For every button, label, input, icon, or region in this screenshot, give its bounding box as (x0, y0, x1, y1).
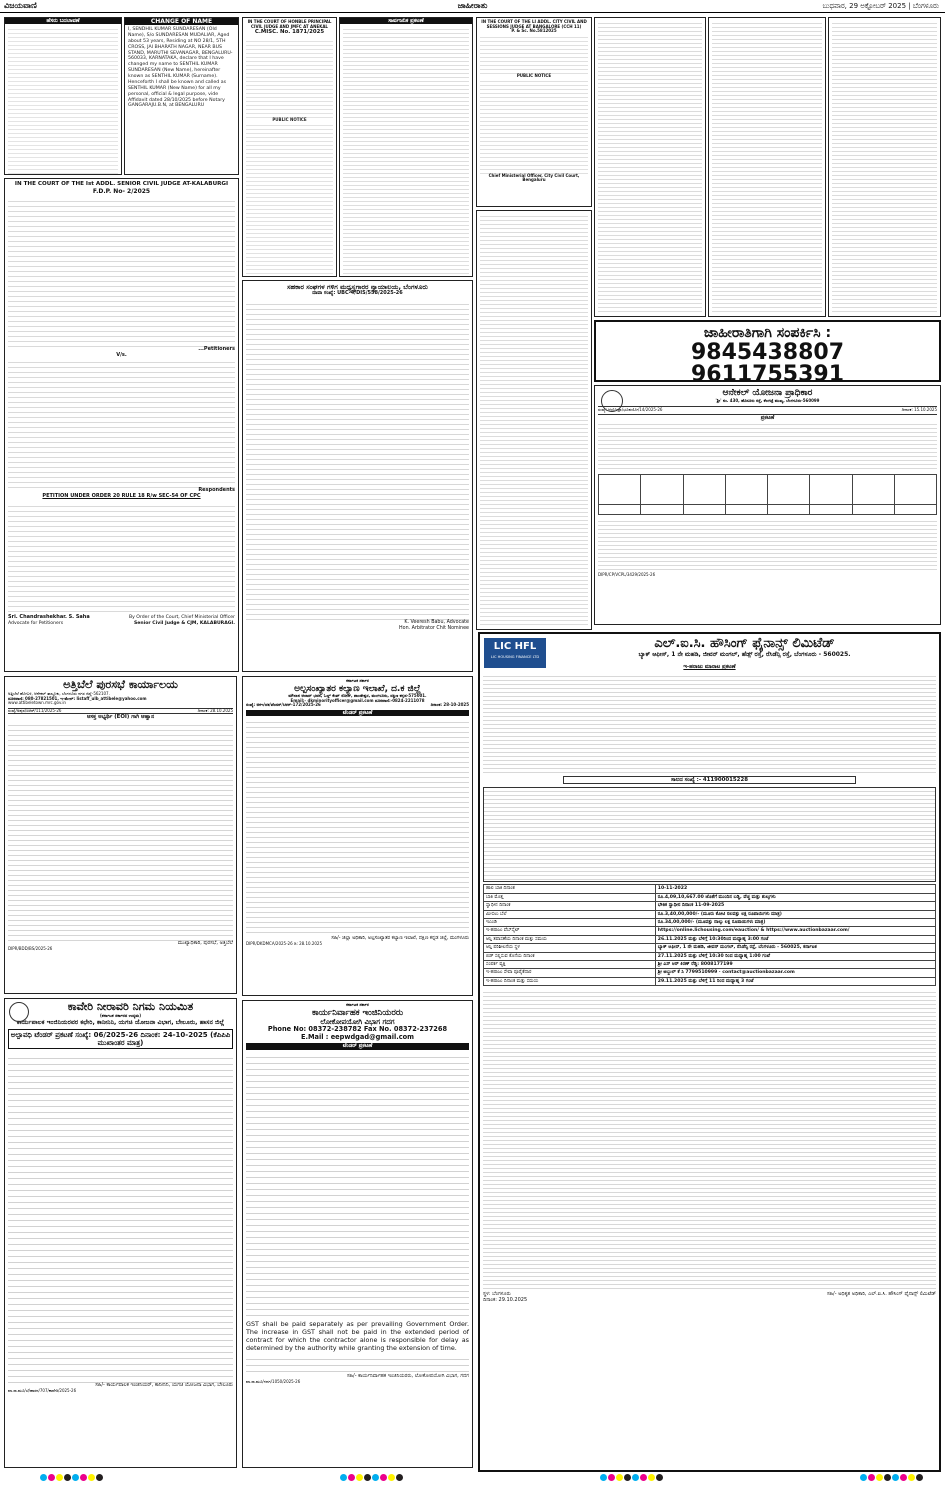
lic-row-label: ಹಾಲಿ ಬಾಕಿ ದಿನಾಂಕ (484, 885, 656, 893)
attibele-date: ದಿನಾಂಕ: 28.10.2025 (197, 707, 233, 713)
anekal-court-case: C.MISC. No. 1871/2025 (254, 29, 325, 36)
minority-govt: ಕರ್ನಾಟಕ ಸರ್ಕಾರ (346, 678, 369, 683)
ad-contact-title: ಜಾಹೀರಾತಿಗಾಗಿ ಸಂಪರ್ಕಿಸಿ : (703, 325, 832, 341)
attibele-footer: DIPR/BDD/BS/2025-26 (8, 945, 53, 951)
registration-dot (356, 1474, 363, 1481)
anekal-planning-notice-label: ಪ್ರಕಟಣೆ (760, 414, 775, 421)
pwd-phone: Phone No: 08372-238782 Fax No. 08372-237268 (267, 1024, 448, 1033)
registration-dot (64, 1474, 71, 1481)
kalaburagi-petition-under: PETITION UNDER ORDER 20 RULE 18 R/w SEC-54 OF CPC (42, 493, 201, 500)
minority-tender-label: ಟೆಂಡರ್ ಪ್ರಕಟಣೆ (246, 710, 469, 716)
lic-table-row (484, 902, 936, 910)
registration-dot (600, 1474, 607, 1481)
kaveri-footer: ವಾ.ಸಾ.ಮೂ/ಬೆ/ಹಾಸನ/707/ಕಾವೇರಿ/2025-26 (8, 1388, 77, 1394)
change-of-name-body: I, SENDHIL KUMAR SUNDARESAN (Old Name), S/o SUNDARESAN MUDALIAR, Aged about 53 years, Residing at NO 28/1, 5TH CROSS, JAI BHARATH NAGAR, NEAR BUS STAND, MARUTHI SEVANAGAR, BENGALURU-560033, KARNATAKA, declare that I have changed my name to SENTHIL KUMAR SUNDARESAN (New Name), hereinafter known as SENTHIL KUMAR (Surname). Henceforth I shall be known and called as SENTHIL KUMAR (New Name) for all my personal, official & legal purpose, vide Affidavit dated 28/10/2025 before Notary GANGARAJU.B.N, at BENGALURU (128, 27, 233, 109)
attibele-notice (4, 676, 237, 994)
chit-court-notice (242, 280, 473, 672)
pwd-tender-label: ಟೆಂಡರ್ ಪ್ರಕಟಣೆ (246, 1043, 469, 1049)
attibele-ref: ಸಂಖ್ಯೆ/ಅಪುಸ/ಸಿಆರ್/111/2025-26 (8, 707, 62, 713)
lic-hfl-auction-notice (478, 632, 941, 1472)
kalaburagi-court-case: F.D.P. No- 2/2025 (92, 187, 151, 195)
lic-row-value: ಭೌತಿಕ ಸ್ವಾಧೀನ ದಿನಾಂಕ 11-09-2025 (655, 902, 935, 910)
kalaburagi-vs: V/s. (116, 351, 127, 358)
registration-dot (876, 1474, 883, 1481)
lic-row-label: ಬಿಡ್ ಸಲ್ಲಿಸುವ ಕೊನೆಯ ದಿನಾಂಕ (484, 952, 656, 960)
lic-row-value: ರೂ.3,40,00,000/- (ಮೂರು ಕೋಟಿ ನಲವತ್ತು ಲಕ್ಷ ರೂಪಾಯಿಗಳು ಮಾತ್ರ) (655, 910, 935, 918)
lic-row-value: ರೂ.4,09,10,667.00 ಜೊತೆಗೆ ಮುಂದಿನ ಬಡ್ಡಿ, ವೆಚ್ಚ ಮತ್ತು ಶುಲ್ಕಗಳು (655, 893, 935, 901)
registration-dot (88, 1474, 95, 1481)
issue-date: ಬುಧವಾರ, 29 ಅಕ್ಟೋಬರ್ 2025 | ಬೆಂಗಳೂರು (822, 2, 939, 10)
kaveri-sub: (ಕರ್ನಾಟಕ ಸರ್ಕಾರದ ಉದ್ಯಮ) (99, 1012, 142, 1018)
city-court-case: P. & Sc. No.5812025 (511, 28, 557, 34)
color-registration-marks (860, 1474, 923, 1481)
name-change-kn-title: ಹೆಸರು ಬದಲಾವಣೆ (5, 18, 121, 24)
gadag-pwd-tender (242, 1000, 473, 1468)
registration-dot (56, 1474, 63, 1481)
registration-dot (868, 1474, 875, 1481)
anekal-planning-title: ಆನೇಕಲ್ ಯೋಜನಾ ಪ್ರಾಧಿಕಾರ (722, 388, 813, 398)
lic-row-label: ಬಾಕಿ ಮೊತ್ತ (484, 893, 656, 901)
change-of-name-title: CHANGE OF NAME (125, 18, 238, 25)
anekal-court-notice (242, 17, 337, 277)
attibele-phone: ದೂರವಾಣಿ: 080-27821501, ಇ-ಮೇಲ್: listaff_ulb_attibele@yahoo.com (8, 695, 147, 701)
registration-dot (96, 1474, 103, 1481)
registration-dot (892, 1474, 899, 1481)
kn-notice-col-a (594, 17, 706, 317)
masthead (0, 0, 945, 13)
lic-row-value: ರೂ.34,00,000/- (ಮೂವತ್ತು ನಾಲ್ಕು ಲಕ್ಷ ರೂಪಾಯಿಗಳು ಮಾತ್ರ) (655, 919, 935, 927)
lic-row-value: 27.11.2025 ಮತ್ತು ಬೆಳಿಗ್ಗೆ 10:30 ರಿಂದ ಮಧ್ಯಾಹ್ನ 1:00 ಗಂಟೆ (655, 952, 935, 960)
pwd-dept: ಲೋಕೋಪಯೋಗಿ ವಿಭಾಗ ಗದಗ (320, 1017, 395, 1026)
ad-contact-phone-1: 9845438807 (690, 339, 845, 365)
registration-dot (656, 1474, 663, 1481)
registration-dot (364, 1474, 371, 1481)
registration-dot (624, 1474, 631, 1481)
minority-address: ಮೌಲಾನ ಆಜಾದ್ ಭವನ, ಓಲ್ಡ್ ಕೆಂಟ್ ರೋಡ್, ಪಾಂಡೇಶ್ವರ, ಮಂಗಳೂರು, ದಕ್ಷಿಣ ಕನ್ನಡ-575001. (288, 693, 427, 699)
kalaburagi-advocate-name: Sri. Chandrashekhar. S. Saha (8, 614, 90, 621)
attibele-eoi: ಆಸಕ್ತ ಅಭ್ಯರ್ಥಿ (EOI) ಗಾಗಿ ಆಹ್ವಾನ (86, 714, 155, 721)
lic-auction-title: ಇ-ಹರಾಜು ಮಾರಾಟ ಪ್ರಕಟಣೆ (683, 664, 736, 671)
kaveri-title: ಕಾವೇರಿ ನೀರಾವರಿ ನಿಗಮ ನಿಯಮಿತ (67, 1000, 194, 1013)
lic-table-row (484, 935, 936, 943)
minority-welfare-tender (242, 676, 473, 996)
kn-notice-col-c (828, 17, 941, 317)
anekal-planning-table (598, 474, 937, 515)
city-court-public-notice: PUBLIC NOTICE (480, 74, 588, 79)
lic-title: ಎಲ್.ಐ.ಸಿ. ಹೌಸಿಂಗ್ ಫೈನಾನ್ಸ್ ಲಿಮಿಟೆಡ್ (654, 636, 835, 651)
lic-place: ಸ್ಥಳ: ಬೆಂಗಳೂರು (483, 1291, 511, 1298)
kalaburagi-court-notice (4, 178, 239, 672)
registration-dot (80, 1474, 87, 1481)
lic-row-value: https://online.lichousing.com/eauction/ & https://www.auctionbazaar.com/ (655, 927, 935, 935)
attibele-sub: ಅತ್ತಿಬೆಲೆ ಹೋಬಳಿ, ಆನೇಕಲ್ ತಾಲ್ಲೂಕು, ಬೆಂಗಳೂರು ನಗರ ಜಿಲ್ಲೆ-562107. (8, 690, 110, 696)
color-registration-marks (40, 1474, 103, 1481)
ad-contact-phone-2: 9611755391 (690, 361, 845, 382)
lic-table-row (484, 952, 936, 960)
kaveri-tender (4, 998, 237, 1468)
registration-dot (900, 1474, 907, 1481)
registration-dot (860, 1474, 867, 1481)
pwd-govt: ಕರ್ನಾಟಕ ಸರ್ಕಾರ (346, 1002, 369, 1007)
city-court-sign: Chief Ministerial Officer, City Civil Court, Bengaluru (488, 172, 580, 183)
lic-row-label: ಸ್ವಾಧೀನ ದಿನಾಂಕ (484, 902, 656, 910)
city-court-title: IN THE COURT OF THE LI ADDL. CITY CIVIL AND SESSIONS JUDGE AT BANGALORE (CCH 11) (481, 19, 587, 29)
lic-row-label: ಇ-ಹರಾಜು ದಿನಾಂಕ ಮತ್ತು ಸಮಯ (484, 977, 656, 985)
registration-dot (632, 1474, 639, 1481)
lic-logo-icon: LIC HFL LIC HOUSING FINANCE LTD (484, 638, 546, 668)
registration-dot (884, 1474, 891, 1481)
registration-dot (348, 1474, 355, 1481)
registration-dot (908, 1474, 915, 1481)
color-registration-marks (600, 1474, 663, 1481)
anekal-planning-address: 'ಶ್ರೀ' ನಂ. 430, ಹೊಸೂರು ರಸ್ತೆ, ಕೆಲಗಟ್ಟೆ ಮುಖ್ಯ, ಬೆಂಗಳೂರು-560099 (715, 397, 820, 403)
kalaburagi-officer-2: Senior Civil Judge & CJM, KALABURAGI. (134, 620, 235, 626)
lic-row-label: ಸಂಪರ್ಕ ವ್ಯಕ್ತಿ (484, 961, 656, 969)
lic-table-row (484, 961, 936, 969)
public-notice-kn (339, 17, 473, 277)
registration-dot (380, 1474, 387, 1481)
lic-row-label: ಮೀಸಲು ಬೆಲೆ (484, 910, 656, 918)
chit-court-sign-2: Hon. Arbitrator Chit Nominee (399, 625, 469, 631)
pwd-gst-note: GST shall be paid separately as per prevailing Government Order. The increase in GST shall not be paid in the extended period of contract for which the contractor alone is responsible for delay as determined by the authority while granting the extension of time. (246, 1319, 469, 1352)
registration-dot (40, 1474, 47, 1481)
lic-table-row (484, 969, 936, 977)
pwd-footer: ವಾ.ಸಾ.ಮೂ/ಗದಗ/1050/2025-26 (246, 1378, 301, 1384)
minority-footer: DIPR/DKDMCA/2025-26 ದಿ: 28.10.2025 (246, 941, 322, 947)
kaveri-emblem-icon (9, 1002, 29, 1022)
minority-sign: ಸಹಿ/- ಜಿಲ್ಲಾ ಅಧಿಕಾರಿ, ಅಲ್ಪಸಂಖ್ಯಾತರ ಕಲ್ಯಾಣ ಇಲಾಖೆ, ದಕ್ಷಿಣ ಕನ್ನಡ ಜಿಲ್ಲೆ, ಮಂಗಳೂರು (331, 936, 469, 942)
registration-dot (72, 1474, 79, 1481)
pwd-email: E.Mail : eepwdgad@gmail.com (300, 1032, 415, 1041)
lic-table-row (484, 893, 936, 901)
anekal-planning-notice (594, 385, 941, 625)
city-civil-court-notice (476, 17, 592, 207)
minority-date: ದಿನಾಂಕ: 28-10-2025 (430, 702, 469, 708)
kaveri-notice-no: ಅಲ್ಪಾವಧಿ ಟೆಂಡರ್ ಪ್ರಕಟಣೆ ಸಂಖ್ಯೆ: 06/2025-26 ದಿನಾಂಕ: 24-10-2025 (ಕೆಪಿಪಿಪಿ ಮುಖಾಂತರ ಮಾತ್ರ) (8, 1029, 233, 1050)
change-of-name-ad (124, 17, 239, 175)
minority-title: ಅಲ್ಪಸಂಖ್ಯಾತರ ಕಲ್ಯಾಣ ಇಲಾಖೆ, ದ.ಕ ಜಿಲ್ಲೆ (294, 683, 421, 694)
registration-dot (396, 1474, 403, 1481)
lic-row-value: ಬ್ಯಾಕ್ ಆಫೀಸ್, 1 ನೇ ಮಹಡಿ, ಜೀವನ್ ಮಂಗಲ್, ರೆಸಿಡೆನ್ಸಿ ರಸ್ತೆ, ಬೆಂಗಳೂರು - 560025, ಕರ್ನಾಟಕ (655, 944, 935, 952)
lic-table-row (484, 977, 936, 985)
minority-ref: ಸಂಖ್ಯೆ: ಅಕಇ/ದಕ/ಟೆಂಡರ್/ಸಿಆರ್-172/2025-26 (246, 702, 321, 708)
lic-address: ಬ್ಯಾಕ್ ಆಫೀಸ್, 1 ನೇ ಮಹಡಿ, ಜೀವನ್ ಮಂಗಲ್, ಹೆಡ್ಸ್ ರಸ್ತೆ, ರೆಸಿಡೆನ್ಸಿ ರಸ್ತೆ, ಬೆಂಗಳೂರು - 560025. (638, 651, 851, 659)
ad-contact-box (594, 320, 941, 382)
name-change-kn-ad (4, 17, 122, 175)
anekal-court-public-notice: PUBLIC NOTICE (246, 118, 333, 123)
registration-dot (916, 1474, 923, 1481)
kalaburagi-officer: By Order of the Court, Chief Ministerial Officer (128, 615, 235, 621)
lic-row-label: ಇ-ಹರಾಜು ಸೇವಾ ಪೂರೈಕೆದಾರ (484, 969, 656, 977)
minority-email: Email:- dkminorityofficer@gmail.com ದೂರವಾಣಿ:-0824-2211078 (290, 697, 425, 703)
anekal-planning-ref: ಸಂಖ್ಯೆ: ಆಯೋಪ್ರಾ/ಭೂಪಯೋ/14/2025-26 (598, 407, 663, 413)
lic-table-row (484, 944, 936, 952)
lic-table-row (484, 927, 936, 935)
chit-court-sign: K. Veeresh Babu, Advocate (404, 620, 469, 626)
kn-notice-col-d (476, 210, 592, 630)
kalaburagi-court-title: IN THE COURT OF THE Ist ADDL. SENIOR CIVIL JUDGE AT-KALABURGI (14, 181, 229, 187)
chit-court-case: ದಾವಾ ಸಂಖ್ಯೆ: UBC-4/DIS/558/2025-26 (312, 290, 403, 297)
lic-auction-table (483, 884, 936, 986)
kalaburagi-respondents: Respondents (198, 487, 235, 494)
registration-dot (640, 1474, 647, 1481)
anekal-court-title: IN THE COURT OF HONBLE PRINCIPAL CIVIL JUDGE AND JMFC AT ANEKAL (247, 19, 332, 29)
lic-table-row (484, 885, 936, 893)
registration-dot (388, 1474, 395, 1481)
lic-table-row (484, 919, 936, 927)
anekal-planning-date: ದಿನಾಂಕ: 15.10.2025 (901, 407, 937, 413)
lic-date: ದಿನಾಂಕ: 29.10.2025 (483, 1297, 528, 1304)
lic-row-label: ಆಸ್ತಿ ತಪಾಸಣೆಯ ದಿನಾಂಕ ಮತ್ತು ಸಮಯ (484, 935, 656, 943)
registration-dot (48, 1474, 55, 1481)
registration-dot (372, 1474, 379, 1481)
kaveri-sign: ಸಹಿ/- ಕಾರ್ಯಪಾಲಕ ಇಂಜಿನಿಯರ್, ಕಾನೀನಿನಿ, ಯಗಚಿ ಯೋಜನಾ ವಿಭಾಗ, ಬೇಲೂರು (95, 1382, 233, 1389)
paper-name: ವಿಜಯವಾಣಿ (4, 1, 37, 10)
kalaburagi-advocate-role: Advocate for Petitioners (8, 621, 64, 627)
lic-row-value: 26.11.2025 ಮತ್ತು ಬೆಳಿಗ್ಗೆ 10:30ರಿಂದ ಮಧ್ಯಾಹ್ನ 3:00 ಗಂಟೆ (655, 935, 935, 943)
pwd-sign: ಸಹಿ/- ಕಾರ್ಯನಿರ್ವಾಹಕ ಇಂಜಿನಿಯರರು, ಲೋಕೋಪಯೋಗಿ ವಿಭಾಗ, ಗದಗ (346, 1372, 469, 1379)
anekal-emblem-icon (601, 390, 623, 412)
lic-row-value: 10-11-2022 (655, 885, 935, 893)
lic-row-label: ಆಸ್ತಿ ಪರಿಶೀಲನೆಯ ಸ್ಥಳ (484, 944, 656, 952)
registration-dot (648, 1474, 655, 1481)
anekal-planning-footer: DIPR/CP/VCPL/3429/2025-26 (598, 572, 656, 578)
registration-dot (616, 1474, 623, 1481)
kn-notice-col-b (708, 17, 826, 317)
kalaburagi-petitioners: ...Petitioners (198, 345, 235, 352)
lic-loan-no: ಸಾಲದ ಸಂಖ್ಯೆ :- 411900015228 (563, 776, 856, 784)
section-title: ಜಾಹೀರಾತು (457, 1, 488, 10)
lic-row-value: 29.11.2025 ಮತ್ತು ಬೆಳಿಗ್ಗೆ 11 ರಿಂದ ಮಧ್ಯಾಹ್ನ 3 ಗಂಟೆ (655, 977, 935, 985)
lic-sign: ಸಹಿ/- ಅಧಿಕೃತ ಅಧಿಕಾರಿ, ಎಲ್.ಐ.ಸಿ. ಹೌಸಿಂಗ್ ಫೈನಾನ್ಸ್ ಲಿಮಿಟೆಡ್ (826, 1291, 936, 1298)
color-registration-marks (340, 1474, 403, 1481)
lic-row-value: ಶ್ರೀ ಎಸ್ ಆರ್ ಕಿರಣ್ ರೆಡ್ಡಿ: 8008177199 (655, 961, 935, 969)
attibele-title: ಅತ್ತಿಬೆಲೆ ಪುರಸಭೆ ಕಾರ್ಯಾಲಯ (63, 678, 178, 691)
registration-dot (340, 1474, 347, 1481)
registration-dot (608, 1474, 615, 1481)
kaveri-office: ಕಾರ್ಯಪಾಲಕ ಇಂಜಿನಿಯರವರ ಕಛೇರಿ, ಕಾನೀನಿನಿ, ಯಗಚಿ ಯೋಜನಾ ವಿಭಾಗ, ಬೇಲೂರು, ಹಾಸನ ಜಿಲ್ಲೆ (16, 1018, 225, 1026)
chit-court-title: ಸಹಕಾರ ಸಂಘಗಳ ಗಳಿಗ ಮಧ್ಯಸ್ಥಗಾರರ ನ್ಯಾಯಾಲಯ, ಬೆಂಗಳೂರು (287, 283, 428, 291)
lic-row-label: ಇ-ಹರಾಜು ವೆಬ್‌ಸೈಟ್ (484, 927, 656, 935)
lic-row-label: ಇಎಂಡಿ (484, 919, 656, 927)
public-notice-kn-title: ಸಾರ್ವಜನಿಕ ಪ್ರಕಟಣೆ (340, 18, 472, 24)
attibele-sign: ಮುಖ್ಯಾಧಿಕಾರಿ, ಪುರಸಭೆ, ಅತ್ತಿಬೆಲೆ (177, 939, 233, 946)
attibele-web: www.attibeletown.mrc.gov.in (8, 700, 66, 706)
lic-table-row (484, 910, 936, 918)
pwd-title: ಕಾರ್ಯನಿರ್ವಾಹಕ ಇಂಜಿನಿಯರರು (311, 1007, 404, 1018)
lic-row-value: ಶ್ರೀ ಅಬ್ದುಲ್ ಕೆ ಸಿ 7799510999 · contact@auctionbazaar.com (655, 969, 935, 977)
